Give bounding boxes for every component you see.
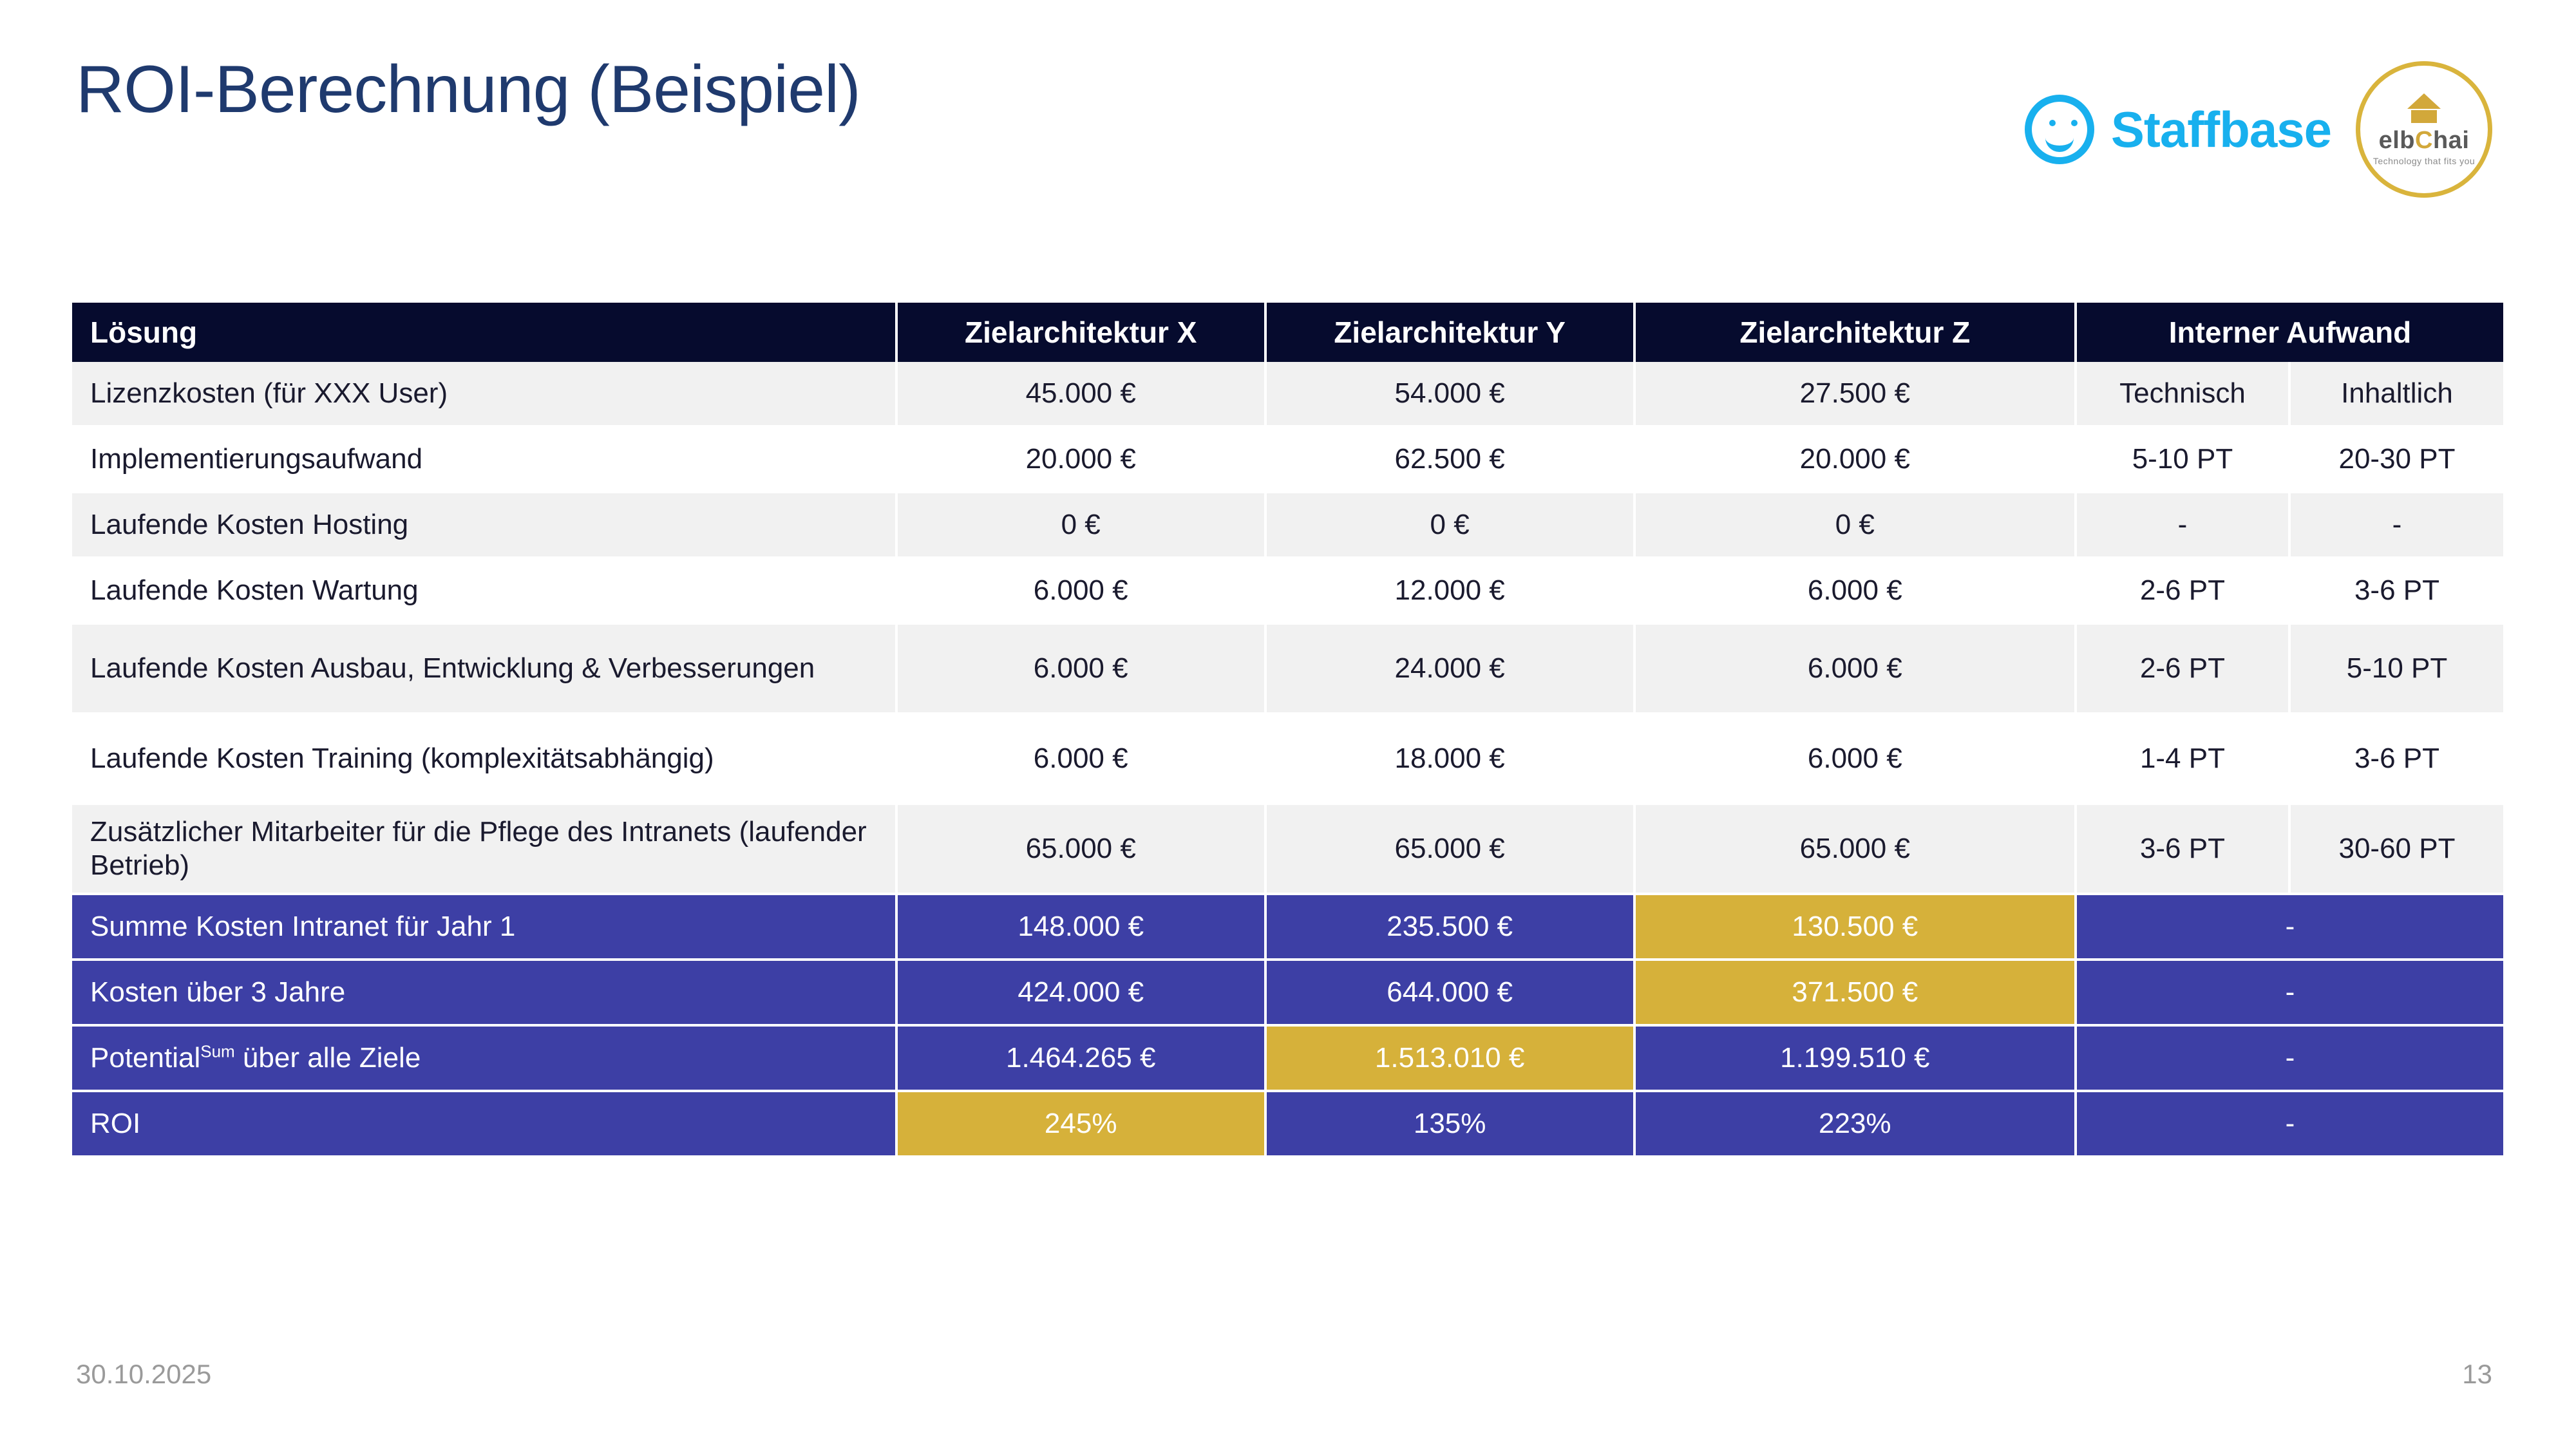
table-row <box>72 623 2503 714</box>
cell-technisch: 5-10 PT <box>2076 426 2289 492</box>
cell-x: 45.000 € <box>896 362 1265 426</box>
cell-y: 18.000 € <box>1265 714 1634 804</box>
cell-y: 12.000 € <box>1265 558 1634 623</box>
page-title: ROI-Berechnung (Beispiel) <box>76 52 860 127</box>
summary-row-roi <box>72 1091 2503 1157</box>
cell-x: 6.000 € <box>896 558 1265 623</box>
cell-inhaltlich: 30-60 PT <box>2289 804 2503 894</box>
house-icon <box>2407 93 2441 109</box>
cell-technisch: 1-4 PT <box>2076 714 2289 804</box>
table-row <box>72 426 2503 492</box>
cell-z: 1.199.510 € <box>1634 1025 2076 1091</box>
column-header-aufwand: Interner Aufwand <box>2076 303 2503 362</box>
summary-row-year1 <box>72 894 2503 960</box>
cell-z: 223% <box>1634 1091 2076 1157</box>
elbchai-part3: hai <box>2432 126 2470 154</box>
staffbase-smile-icon <box>2025 95 2094 164</box>
row-label: Zusätzlicher Mitarbeiter für die Pflege des Intranets (laufender Betrieb) <box>72 804 896 894</box>
cell-inhaltlich: 3-6 PT <box>2289 714 2503 804</box>
row-label: Implementierungsaufwand <box>72 426 896 492</box>
summary-row-potential <box>72 1025 2503 1091</box>
column-header-z: Zielarchitektur Z <box>1634 303 2076 362</box>
row-label: Lizenzkosten (für XXX User) <box>72 362 896 426</box>
cell-z: 6.000 € <box>1634 558 2076 623</box>
column-header-loesung: Lösung <box>72 303 896 362</box>
cell-inhaltlich: Inhaltlich <box>2289 362 2503 426</box>
cell-z: 6.000 € <box>1634 714 2076 804</box>
cell-z: 27.500 € <box>1634 362 2076 426</box>
cell-technisch: 2-6 PT <box>2076 623 2289 714</box>
cell-y: 62.500 € <box>1265 426 1634 492</box>
elbchai-wordmark <box>2379 127 2470 155</box>
row-label: Summe Kosten Intranet für Jahr 1 <box>72 894 896 960</box>
cell-z: 0 € <box>1634 492 2076 558</box>
cell-y: 644.000 € <box>1265 960 1634 1025</box>
column-header-y: Zielarchitektur Y <box>1265 303 1634 362</box>
table-row <box>72 558 2503 623</box>
table-row <box>72 362 2503 426</box>
cell-y: 135% <box>1265 1091 1634 1157</box>
cell-z: 65.000 € <box>1634 804 2076 894</box>
cell-aufwand: - <box>2076 960 2503 1025</box>
cell-technisch: Technisch <box>2076 362 2289 426</box>
row-label-suffix: über alle Ziele <box>234 1042 421 1074</box>
cell-y: 0 € <box>1265 492 1634 558</box>
cell-technisch: 3-6 PT <box>2076 804 2289 894</box>
row-label-prefix: Potential <box>90 1042 201 1074</box>
cell-x: 1.464.265 € <box>896 1025 1265 1091</box>
cell-x: 245% <box>896 1091 1265 1157</box>
staffbase-wordmark: Staffbase <box>2110 100 2331 158</box>
cell-aufwand: - <box>2076 894 2503 960</box>
cell-inhaltlich: 5-10 PT <box>2289 623 2503 714</box>
cell-x: 148.000 € <box>896 894 1265 960</box>
house-body-icon <box>2411 110 2437 123</box>
table-row <box>72 714 2503 804</box>
table-row <box>72 804 2503 894</box>
logo-area <box>2025 61 2492 198</box>
cell-z: 6.000 € <box>1634 623 2076 714</box>
summary-row-3years <box>72 960 2503 1025</box>
elbchai-part1: elb <box>2378 126 2416 154</box>
elbchai-part2: C <box>2415 126 2433 154</box>
cell-inhaltlich: - <box>2289 492 2503 558</box>
elbchai-logo <box>2356 61 2492 198</box>
cell-y: 65.000 € <box>1265 804 1634 894</box>
cell-z: 20.000 € <box>1634 426 2076 492</box>
cell-z: 130.500 € <box>1634 894 2076 960</box>
cell-technisch: - <box>2076 492 2289 558</box>
cell-x: 424.000 € <box>896 960 1265 1025</box>
cell-x: 6.000 € <box>896 623 1265 714</box>
row-label: Kosten über 3 Jahre <box>72 960 896 1025</box>
footer-page-number: 13 <box>2462 1359 2492 1389</box>
cell-z: 371.500 € <box>1634 960 2076 1025</box>
cell-inhaltlich: 20-30 PT <box>2289 426 2503 492</box>
cell-aufwand: - <box>2076 1025 2503 1091</box>
cell-y: 235.500 € <box>1265 894 1634 960</box>
roi-table <box>72 303 2503 1158</box>
staffbase-logo <box>2025 95 2331 164</box>
footer-date: 30.10.2025 <box>76 1359 212 1389</box>
cell-inhaltlich: 3-6 PT <box>2289 558 2503 623</box>
cell-x: 65.000 € <box>896 804 1265 894</box>
cell-x: 20.000 € <box>896 426 1265 492</box>
row-label: Laufende Kosten Wartung <box>72 558 896 623</box>
row-label: Laufende Kosten Hosting <box>72 492 896 558</box>
cell-technisch: 2-6 PT <box>2076 558 2289 623</box>
elbchai-tagline: Technology that fits you <box>2372 155 2476 166</box>
cell-x: 0 € <box>896 492 1265 558</box>
row-label: Laufende Kosten Training (komplexitätsabhängig) <box>72 714 896 804</box>
column-header-x: Zielarchitektur X <box>896 303 1265 362</box>
row-label: Laufende Kosten Ausbau, Entwicklung & Verbesserungen <box>72 623 896 714</box>
row-label <box>72 1025 896 1091</box>
cell-y: 1.513.010 € <box>1265 1025 1634 1091</box>
table-row <box>72 492 2503 558</box>
cell-y: 54.000 € <box>1265 362 1634 426</box>
table-header-row <box>72 303 2503 362</box>
cell-x: 6.000 € <box>896 714 1265 804</box>
row-label: ROI <box>72 1091 896 1157</box>
cell-y: 24.000 € <box>1265 623 1634 714</box>
cell-aufwand: - <box>2076 1091 2503 1157</box>
row-label-superscript: Sum <box>200 1041 235 1061</box>
